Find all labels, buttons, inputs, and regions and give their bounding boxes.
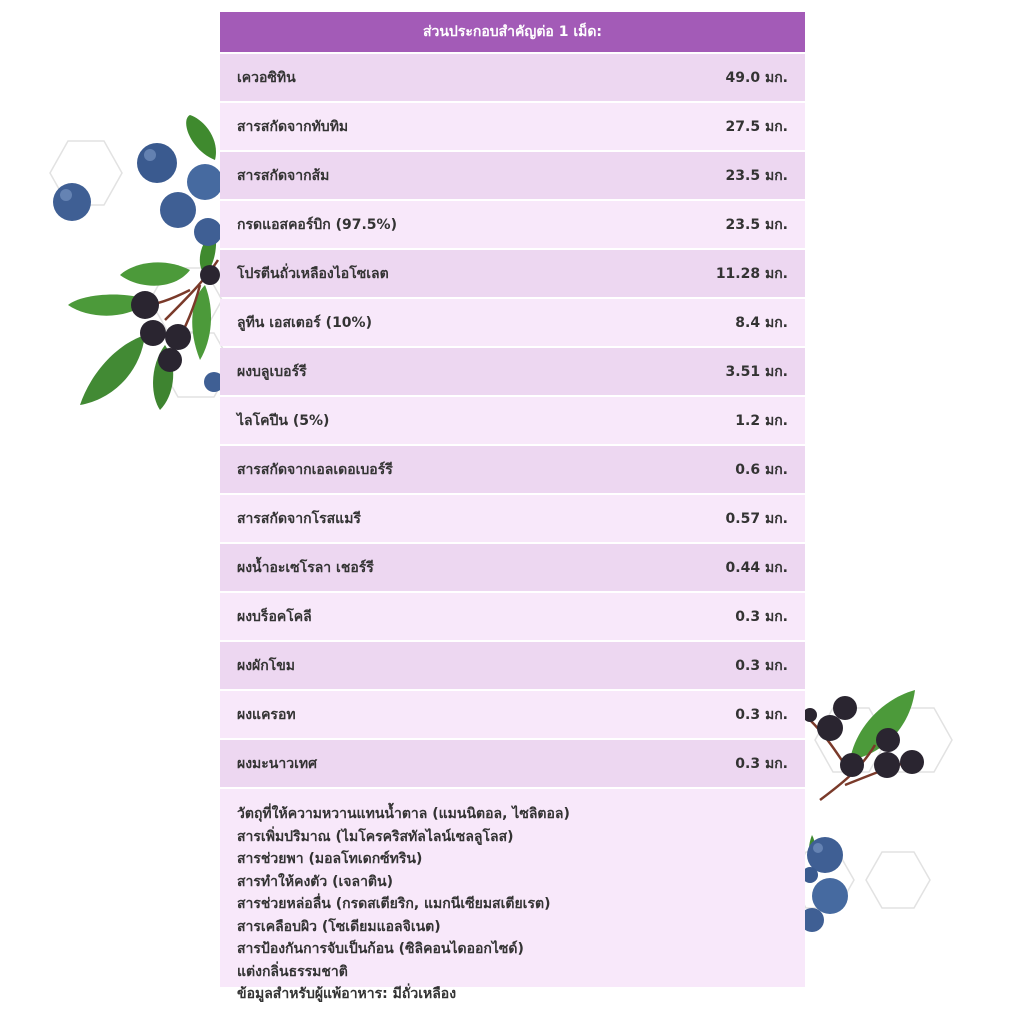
note-line: สารป้องกันการจับเป็นก้อน (ซิลิคอนไดออกไซด์) <box>237 941 524 957</box>
note-line: สารช่วยพา (มอลโทเดกซ์ทริน) <box>237 851 423 867</box>
ingredient-amount: 0.3 มก. <box>735 755 788 772</box>
table-row <box>220 397 805 444</box>
table-header: ส่วนประกอบสำคัญต่อ 1 เม็ด: <box>220 12 805 52</box>
ingredient-amount: 27.5 มก. <box>725 118 788 135</box>
table-row <box>220 299 805 346</box>
allergen-info: ข้อมูลสำหรับผู้แพ้อาหาร: มีถั่วเหลือง <box>237 986 457 1002</box>
ingredient-name: ไลโคปีน (5%) <box>237 412 330 429</box>
note-line: สารทำให้คงตัว (เจลาติน) <box>237 873 393 890</box>
table-row <box>220 544 805 591</box>
table-row <box>220 593 805 640</box>
ingredient-amount: 3.51 มก. <box>725 363 788 380</box>
table-row <box>220 446 805 493</box>
note-line: แต่งกลิ่นธรรมชาติ <box>237 963 348 980</box>
ingredient-name: ผงบร็อคโคลี <box>237 608 312 625</box>
note-line: สารเคลือบผิว (โซเดียมแอลจิเนต) <box>237 918 441 935</box>
note-line: วัตถุที่ให้ความหวานแทนน้ำตาล (แมนนิตอล, ไซลิตอล) <box>237 806 570 822</box>
other-ingredients <box>220 789 805 1002</box>
ingredient-name: สารสกัดจากเอลเดอเบอร์รี <box>237 461 393 478</box>
ingredient-name: ผงน้ำอะเซโรลา เชอร์รี <box>237 559 374 576</box>
ingredient-amount: 23.5 มก. <box>725 167 788 184</box>
ingredient-name: ผงมะนาวเทศ <box>237 755 317 772</box>
table-row <box>220 250 805 297</box>
ingredient-name: สารสกัดจากส้ม <box>237 167 330 184</box>
table-row <box>220 54 805 101</box>
ingredient-amount: 0.3 มก. <box>735 608 788 625</box>
ingredient-amount: 0.44 มก. <box>725 559 788 576</box>
ingredient-name: โปรตีนถั่วเหลืองไอโซเลต <box>237 265 389 282</box>
ingredients-table <box>220 12 805 1008</box>
ingredient-name: เควอซิทิน <box>237 69 296 86</box>
table-row <box>220 152 805 199</box>
ingredient-amount: 49.0 มก. <box>725 69 788 86</box>
table-row <box>220 348 805 395</box>
ingredient-amount: 11.28 มก. <box>715 265 788 282</box>
ingredient-amount: 23.5 มก. <box>725 216 788 233</box>
ingredient-amount: 1.2 มก. <box>735 412 788 429</box>
ingredient-amount: 0.57 มก. <box>725 510 788 527</box>
ingredient-name: สารสกัดจากโรสแมรี <box>237 510 361 527</box>
table-row <box>220 201 805 248</box>
table-row <box>220 103 805 150</box>
leaf-icon <box>809 690 915 860</box>
table-row <box>220 495 805 542</box>
table-row <box>220 740 805 787</box>
ingredient-name: ผงแครอท <box>237 706 296 723</box>
note-line: สารเพิ่มปริมาณ (ไมโครคริสทัลไลน์เซลลูโลส) <box>237 828 514 845</box>
ingredient-amount: 8.4 มก. <box>735 314 788 331</box>
note-line: สารช่วยหล่อลื่น (กรดสเตียริก, แมกนีเซียมสเตียเรต) <box>237 896 551 912</box>
ingredient-amount: 0.6 มก. <box>735 461 788 478</box>
table-row <box>220 642 805 689</box>
ingredient-name: ผงผักโขม <box>237 657 296 674</box>
ingredient-name: สารสกัดจากทับทิม <box>237 118 349 135</box>
ingredient-amount: 0.3 มก. <box>735 706 788 723</box>
ingredient-amount: 0.3 มก. <box>735 657 788 674</box>
ingredient-name: ผงบลูเบอร์รี <box>237 363 307 380</box>
ingredient-name: กรดแอสคอร์บิก (97.5%) <box>237 216 397 233</box>
table-row <box>220 691 805 738</box>
ingredient-name: ลูทีน เอสเตอร์ (10%) <box>237 314 372 331</box>
